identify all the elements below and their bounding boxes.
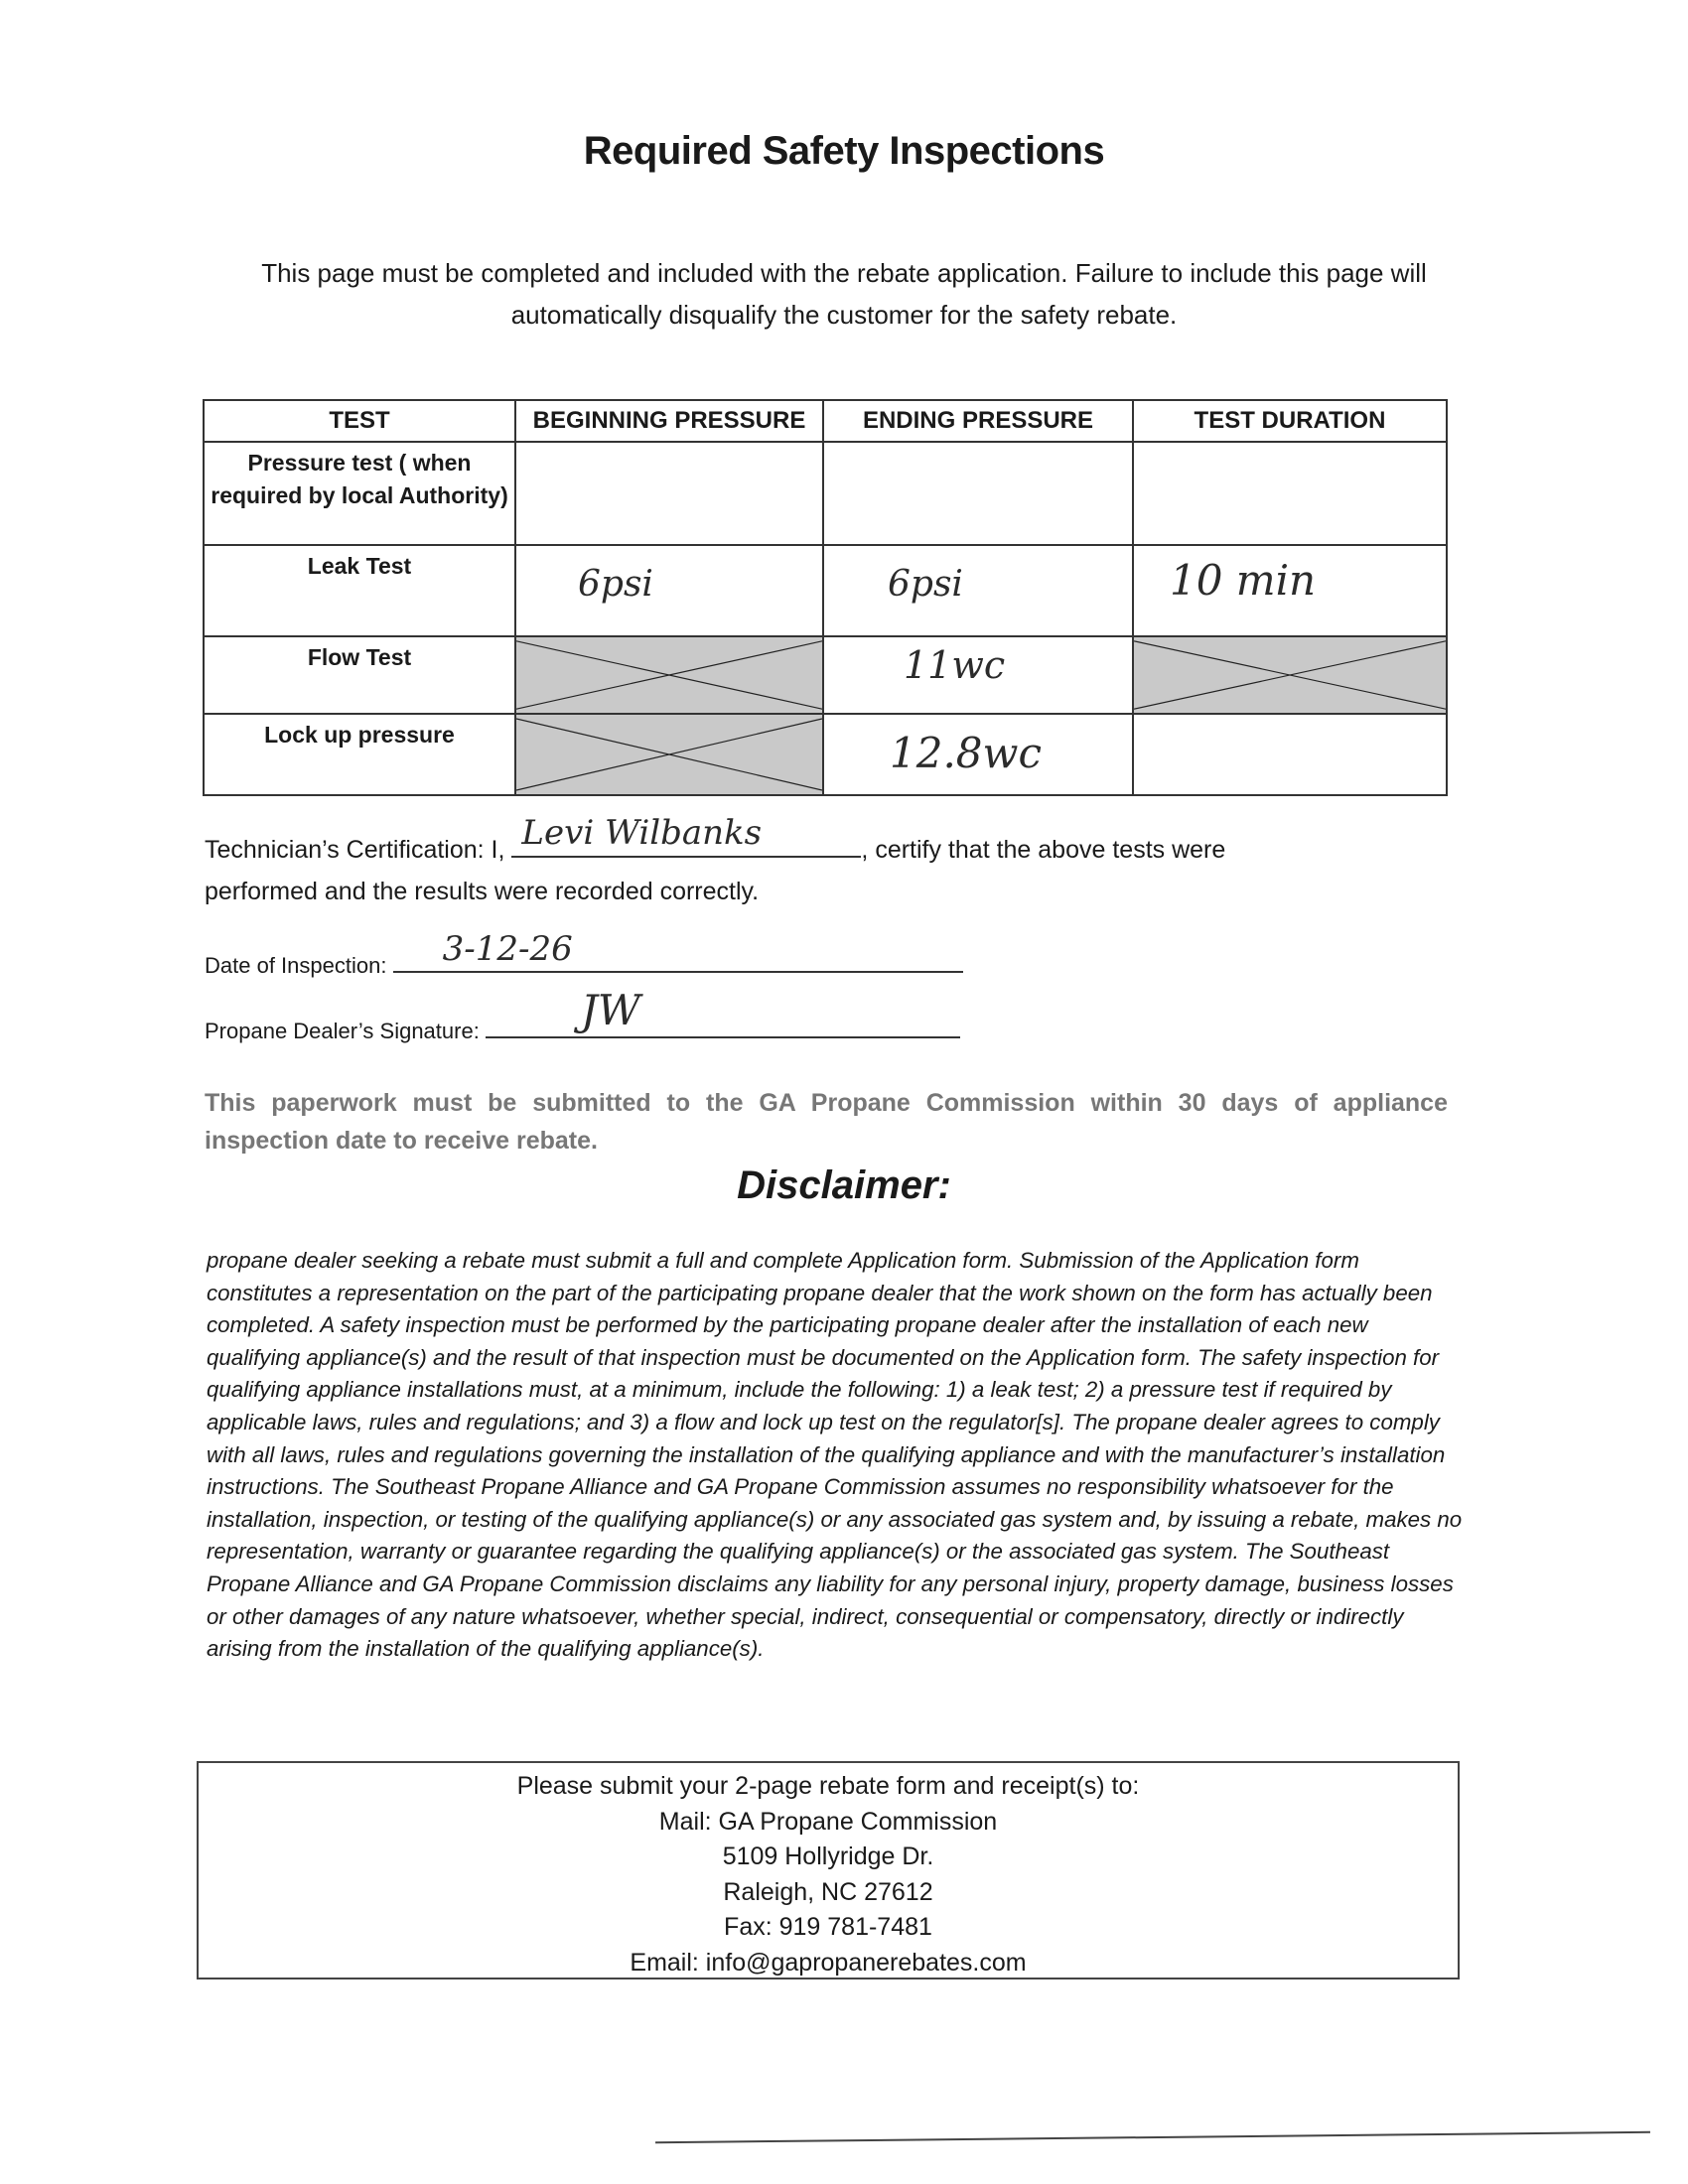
mail-recipient: Mail: GA Propane Commission: [658, 1807, 998, 1836]
beginning-pressure-field[interactable]: [515, 545, 823, 636]
safety-test-table: [203, 399, 1448, 796]
intro-text: This page must be completed and included with the rebate application. Failure to include this page will automatically disqualify the customer for the safety rebate.: [261, 258, 1427, 330]
table-row-flow-test: [204, 636, 1447, 714]
column-header-beginning-pressure: BEGINNING PRESSURE: [515, 400, 823, 442]
not-applicable-cell: [1133, 636, 1447, 714]
signature-label: Propane Dealer’s Signature:: [205, 1019, 480, 1043]
handwritten-value: 10 min: [1170, 556, 1317, 605]
beginning-pressure-field[interactable]: [515, 442, 823, 545]
handwritten-value: 11wc: [904, 643, 1006, 687]
test-name-cell: Leak Test: [204, 545, 515, 636]
table-row-lock-up-pressure: [204, 714, 1447, 795]
ending-pressure-field[interactable]: [823, 545, 1133, 636]
technician-certification: [205, 813, 1446, 912]
signature-value: JW: [580, 986, 640, 1034]
certification-suffix-line1: , certify that the above tests were: [861, 836, 1226, 864]
column-header-ending-pressure: ENDING PRESSURE: [823, 400, 1133, 442]
table-header-row: [204, 400, 1447, 442]
not-applicable-cell: [515, 636, 823, 714]
handwritten-value: 6psi: [578, 564, 653, 605]
column-header-test: TEST: [204, 400, 515, 442]
test-duration-field[interactable]: [1133, 714, 1447, 795]
disclaimer-body: propane dealer seeking a rebate must submit a full and complete Application form. Submission of the Application form constitutes a representation on the part of the participating propane dealer that the work shown on the form has actually been completed. A safety inspection must be performed by the participating propane dealer after the installation of each new qualifying appliance(s) and the result of that inspection must be documented on the Application form. The safety inspection for qualifying appliance installations must, at a minimum, include the following: 1) a leak test; 2) a pressure test if required by applicable laws, rules and regulations; and 3) a flow and lock up test on the regulator[s]. The propane dealer agrees to comply with all laws, rules and regulations governing the installation of the qualifying appliance and with the manufacturer’s installation instructions. The Southeast Propane Alliance and GA Propane Commission assumes no responsibility whatsoever for the installation, inspection, or testing of the qualifying appliance(s) or any associated gas system and, by issuing a rebate, makes no representation, warranty or guarantee regarding the qualifying appliance(s) or the associated gas system. The Southeast Propane Alliance and GA Propane Commission disclaims any liability for any personal injury, property damage, business losses or other damages of any nature whatsoever, whether special, indirect, consequential or compensatory, directly or indirectly arising from the installation of the qualifying appliance(s).: [207, 1248, 1463, 1662]
date-of-inspection-field[interactable]: [393, 929, 963, 973]
dealer-signature-row: [205, 986, 960, 1044]
table-row-pressure-test: [204, 442, 1447, 545]
test-name-cell: Pressure test ( when required by local Authority): [204, 442, 515, 545]
table-row-leak-test: [204, 545, 1447, 636]
not-applicable-cell: [515, 714, 823, 795]
cross-out-icon: [516, 637, 822, 713]
date-value: 3-12-26: [442, 929, 573, 969]
cross-out-icon: [516, 715, 822, 794]
ending-pressure-field[interactable]: [823, 636, 1133, 714]
handwritten-value: 6psi: [888, 564, 963, 605]
submission-deadline-notice: This paperwork must be submitted to the GA Propane Commission within 30 days of appliance inspection date to receive rebate.: [205, 1089, 1448, 1155]
dealer-signature-field[interactable]: [486, 986, 960, 1038]
test-name-cell: Flow Test: [204, 636, 515, 714]
test-duration-field[interactable]: [1133, 545, 1447, 636]
page-title: Required Safety Inspections: [583, 129, 1105, 173]
submission-address-box: [197, 1761, 1460, 1979]
certification-prefix: Technician’s Certification: I,: [205, 836, 505, 864]
cross-out-icon: [1134, 637, 1446, 713]
street-address: 5109 Hollyridge Dr.: [722, 1843, 934, 1870]
ending-pressure-field[interactable]: [823, 714, 1133, 795]
submit-instruction: Please submit your 2-page rebate form and receipt(s) to:: [516, 1772, 1140, 1800]
certification-suffix-line2: performed and the results were recorded correctly.: [205, 878, 760, 905]
ending-pressure-field[interactable]: [823, 442, 1133, 545]
date-of-inspection-row: [205, 929, 963, 979]
test-duration-field[interactable]: [1133, 442, 1447, 545]
fax-number: Fax: 919 781-7481: [724, 1913, 932, 1941]
date-label: Date of Inspection:: [205, 953, 387, 978]
column-header-test-duration: TEST DURATION: [1133, 400, 1447, 442]
bottom-divider: [655, 2131, 1650, 2143]
handwritten-value: 12.8wc: [890, 729, 1042, 777]
technician-name-field[interactable]: [511, 813, 861, 858]
test-name-cell: Lock up pressure: [204, 714, 515, 795]
technician-name-value: Levi Wilbanks: [521, 813, 763, 853]
city-state-zip: Raleigh, NC 27612: [723, 1877, 933, 1906]
disclaimer-heading: Disclaimer:: [737, 1163, 951, 1207]
email-address[interactable]: Email: info@gapropanerebates.com: [630, 1948, 1027, 1977]
